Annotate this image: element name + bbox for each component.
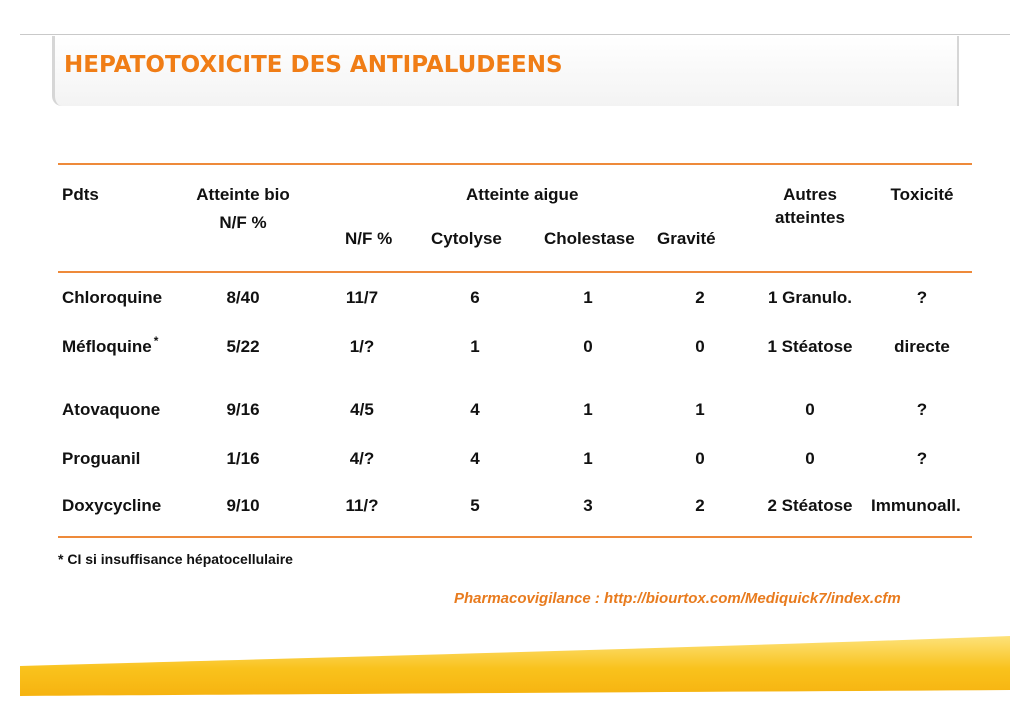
row-3-nf: 4/5 [350, 400, 374, 419]
row-3-gravite: 1 [695, 400, 705, 419]
row-5-bio: 9/10 [226, 496, 260, 515]
row-1-bio: 8/40 [226, 288, 260, 307]
row-1-gravite: 2 [695, 288, 705, 307]
row-5-gravite: 2 [695, 496, 705, 515]
row-3-bio: 9/16 [226, 400, 260, 419]
row-1-cholestase: 1 [583, 288, 593, 307]
header-atteinte-aigue: Atteinte aigue [466, 185, 579, 204]
row-4-name: Proguanil [62, 449, 141, 468]
row-5-nf: 11/? [345, 496, 379, 515]
header-atteinte-bio: Atteinte bio [196, 185, 290, 204]
header-gravite: Gravité [657, 229, 716, 248]
header-pdts: Pdts [62, 185, 99, 204]
row-4-toxicite: ? [916, 449, 928, 468]
row-1-autres: 1 Granulo. [767, 288, 853, 307]
row-2-name-cell [62, 336, 158, 359]
header-nf: N/F % [345, 229, 393, 248]
header-toxicite: Toxicité [890, 185, 954, 204]
row-5-cytolyse: 5 [470, 496, 480, 515]
row-1-name: Chloroquine [62, 288, 163, 307]
row-1-nf: 11/7 [345, 288, 379, 307]
row-3-name: Atovaquone [62, 400, 161, 419]
row-2-bio: 5/22 [226, 337, 260, 356]
header-atteintes: atteintes [775, 208, 845, 227]
row-2-gravite: 0 [695, 337, 705, 356]
row-2-nf: 1/? [349, 337, 375, 356]
header-atteinte-bio-nf: N/F % [219, 213, 267, 232]
row-3-cholestase: 1 [583, 400, 593, 419]
row-2-autres: 1 Stéatose [767, 337, 853, 356]
row-4-cholestase: 1 [583, 449, 593, 468]
row-4-autres: 0 [805, 449, 815, 468]
row-2-toxicite: directe [894, 337, 950, 356]
header-cholestase: Cholestase [544, 229, 635, 248]
row-3-toxicite: ? [916, 400, 928, 419]
source-reference: Pharmacovigilance : http://biourtox.com/Mediquick7/index.cfm [454, 590, 901, 607]
row-4-bio: 1/16 [226, 449, 260, 468]
row-4-nf: 4/? [349, 449, 375, 468]
header-cytolyse: Cytolyse [431, 229, 502, 248]
row-5-cholestase: 3 [583, 496, 593, 515]
row-5-toxicite: Immunoall. [871, 496, 961, 515]
row-3-cytolyse: 4 [470, 400, 480, 419]
row-3-autres: 0 [805, 400, 815, 419]
slide-title: HEPATOTOXICITE DES ANTIPALUDEENS [64, 52, 563, 78]
header-autres: Autres [783, 185, 837, 204]
footnote: * CI si insuffisance hépatocellulaire [58, 551, 293, 567]
row-1-cytolyse: 6 [470, 288, 480, 307]
row-5-autres: 2 Stéatose [767, 496, 853, 515]
row-1-toxicite: ? [916, 288, 928, 307]
row-2-cytolyse: 1 [470, 337, 480, 356]
row-5-name: Doxycycline [62, 496, 162, 515]
row-4-gravite: 0 [695, 449, 705, 468]
table-top-rule [58, 163, 972, 165]
row-4-cytolyse: 4 [470, 449, 480, 468]
row-2-cholestase: 0 [583, 337, 593, 356]
table-bottom-rule [58, 536, 972, 538]
yellow-swoosh-decoration [0, 630, 1030, 728]
row-2-name: Méfloquine [62, 337, 152, 356]
row-2-footnote-mark: * [153, 334, 159, 348]
table-header-rule [58, 271, 972, 273]
